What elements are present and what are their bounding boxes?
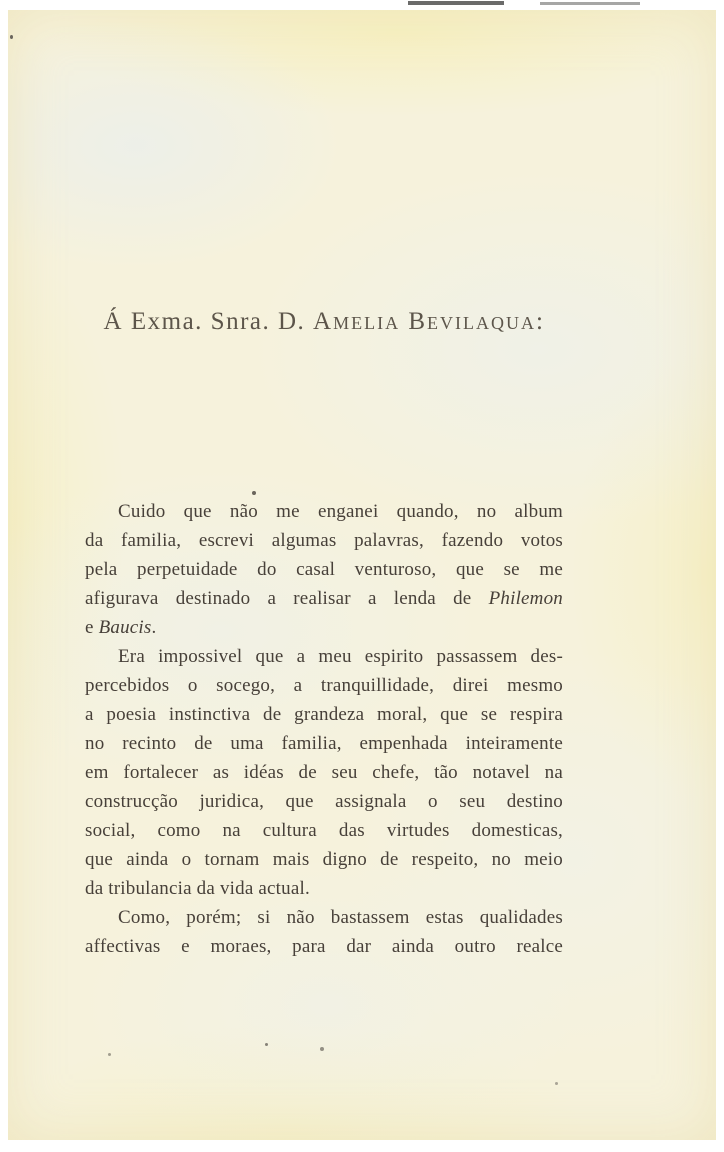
text-segment: Cuido que não me enganei quando, no album — [118, 501, 563, 522]
scan-speck — [252, 491, 256, 495]
text-segment: pela perpetuidade do casal venturoso, que se me — [85, 559, 563, 580]
text-line — [85, 845, 563, 874]
dedication-heading-colon: : — [536, 308, 545, 335]
text-segment: no recinto de uma familia, empenhada inteiramente — [85, 733, 563, 754]
text-segment: afigurava destinado a realisar a lenda de — [85, 588, 489, 609]
text-segment: da familia, escrevi algumas palavras, fazendo votos — [85, 530, 563, 551]
paragraph — [85, 642, 563, 903]
text-line — [85, 642, 563, 671]
text-segment: que ainda o tornam mais digno de respeito, no meio — [85, 849, 563, 870]
paragraph — [85, 903, 563, 961]
text-segment: . — [151, 617, 157, 638]
dedication-heading-prefix: Á Exma. Snra. D. — [103, 308, 314, 335]
text-segment: construcção juridica, que assignala o seu destino — [85, 791, 563, 812]
text-segment: Era impossivel que a meu espirito passassem des- — [118, 646, 563, 667]
text-line — [85, 555, 563, 584]
text-line — [85, 816, 563, 845]
text-line — [85, 787, 563, 816]
text-line — [85, 932, 563, 961]
scan-speck — [555, 1082, 558, 1085]
body-text — [85, 497, 563, 961]
scan-speck — [320, 1047, 324, 1051]
text-segment: da tribulancia da vida actual. — [85, 878, 310, 899]
text-segment: e — [85, 617, 99, 638]
text-line — [85, 497, 563, 526]
text-line — [85, 700, 563, 729]
italic-text-segment: Philemon — [488, 588, 563, 609]
scan-speck — [265, 1043, 268, 1046]
text-line — [85, 671, 563, 700]
text-segment: social, como na cultura das virtudes domesticas, — [85, 820, 563, 841]
scan-edge-smudge — [540, 2, 640, 5]
text-segment: em fortalecer as idéas de seu chefe, tão notavel na — [85, 762, 563, 783]
dedication-heading-name: Amelia Bevilaqua — [313, 308, 536, 335]
text-line — [85, 613, 563, 642]
scan-speck — [10, 35, 13, 39]
text-segment: a poesia instinctiva de grandeza moral, que se respira — [85, 704, 563, 725]
dedication-heading — [85, 308, 563, 336]
italic-text-segment: Baucis — [98, 617, 152, 638]
text-line — [85, 758, 563, 787]
scan-speck — [108, 1053, 111, 1056]
text-line — [85, 526, 563, 555]
text-line — [85, 729, 563, 758]
text-segment: Como, porém; si não bastassem estas qualidades — [118, 907, 563, 928]
text-segment: affectivas e moraes, para dar ainda outro realce — [85, 936, 563, 957]
scan-edge-smudge — [408, 1, 504, 5]
text-line — [85, 584, 563, 613]
paragraph — [85, 497, 563, 642]
text-line — [85, 903, 563, 932]
text-segment: percebidos o socego, a tranquillidade, direi mesmo — [85, 675, 563, 696]
text-line — [85, 874, 563, 903]
